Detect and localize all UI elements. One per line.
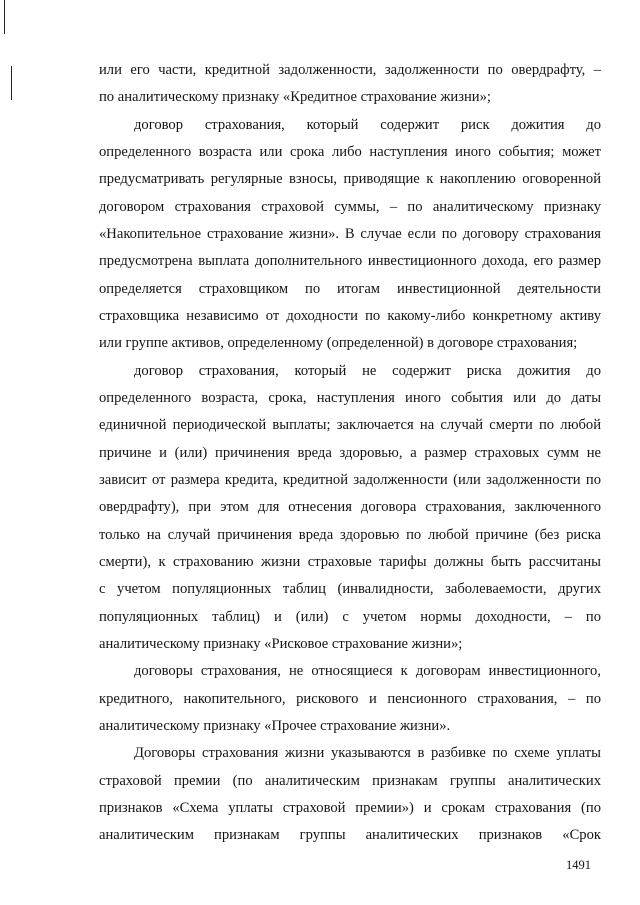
scan-margin-mark [11, 66, 12, 100]
text-line: Договоры страхования жизни указываются в разбивке по схеме уплаты [134, 745, 601, 761]
scan-margin-mark [4, 0, 5, 34]
text-line: договоры страхования, не относящиеся к договорам инвестиционного, [134, 663, 601, 679]
text-line: зависит от размера кредита, кредитной задолженности (или задолженности по [99, 472, 601, 488]
text-line: страховщика независимо от доходности по какому-либо конкретному активу [99, 308, 601, 324]
text-line: определенного возраста, срока, наступления иного события или до даты [99, 390, 601, 406]
text-line: предусмотрена выплата дополнительного инвестиционного дохода, его размер [99, 253, 601, 269]
text-line: овердрафту), при этом для отнесения договора страхования, заключенного [99, 499, 601, 515]
text-line: по аналитическому признаку «Кредитное страхование жизни»; [99, 89, 491, 105]
text-line: или группе активов, определенному (определенной) в договоре страхования; [99, 335, 578, 351]
text-line: или его части, кредитной задолженности, задолженности по овердрафту, – [99, 62, 601, 78]
text-line: смерти), к страхованию жизни страховые тарифы должны быть рассчитаны [99, 554, 601, 570]
text-line: единичной периодической выплаты; заключается на случай смерти по любой [99, 417, 601, 433]
text-line: с учетом популяционных таблиц (инвалидности, заболеваемости, других [99, 581, 601, 597]
text-line: кредитного, накопительного, рискового и пенсионного страхования, – по [99, 691, 601, 707]
text-line: аналитическим признакам группы аналитических признаков «Срок [99, 827, 601, 843]
text-line: договором страхования страховой суммы, – по аналитическому признаку [99, 199, 601, 215]
text-line: аналитическому признаку «Рисковое страхование жизни»; [99, 636, 463, 652]
text-line: предусматривать регулярные взносы, приводящие к накоплению оговоренной [99, 171, 601, 187]
text-line: «Накопительное страхование жизни». В случае если по договору страхования [99, 226, 601, 242]
text-line: аналитическому признаку «Прочее страхование жизни». [99, 718, 451, 734]
text-line: договор страхования, который содержит риск дожития до [134, 117, 601, 133]
text-line: популяционных таблиц) и (или) с учетом нормы доходности, – по [99, 609, 601, 625]
text-line: причине и (или) причинения вреда здоровью, а размер страховых сумм не [99, 445, 601, 461]
text-line: договор страхования, который не содержит риска дожития до [134, 363, 601, 379]
text-line: только на случай причинения вреда здоровью по любой причине (без риска [99, 527, 601, 543]
page-number: 1491 [566, 858, 591, 872]
text-line: признаков «Схема уплаты страховой премии») и срокам страхования (по [99, 800, 601, 816]
text-line: страховой премии (по аналитическим признакам группы аналитических [99, 773, 601, 789]
text-line: определяется страховщиком по итогам инвестиционной деятельности [99, 281, 601, 297]
text-line: определенного возраста или срока либо наступления иного события; может [99, 144, 601, 160]
